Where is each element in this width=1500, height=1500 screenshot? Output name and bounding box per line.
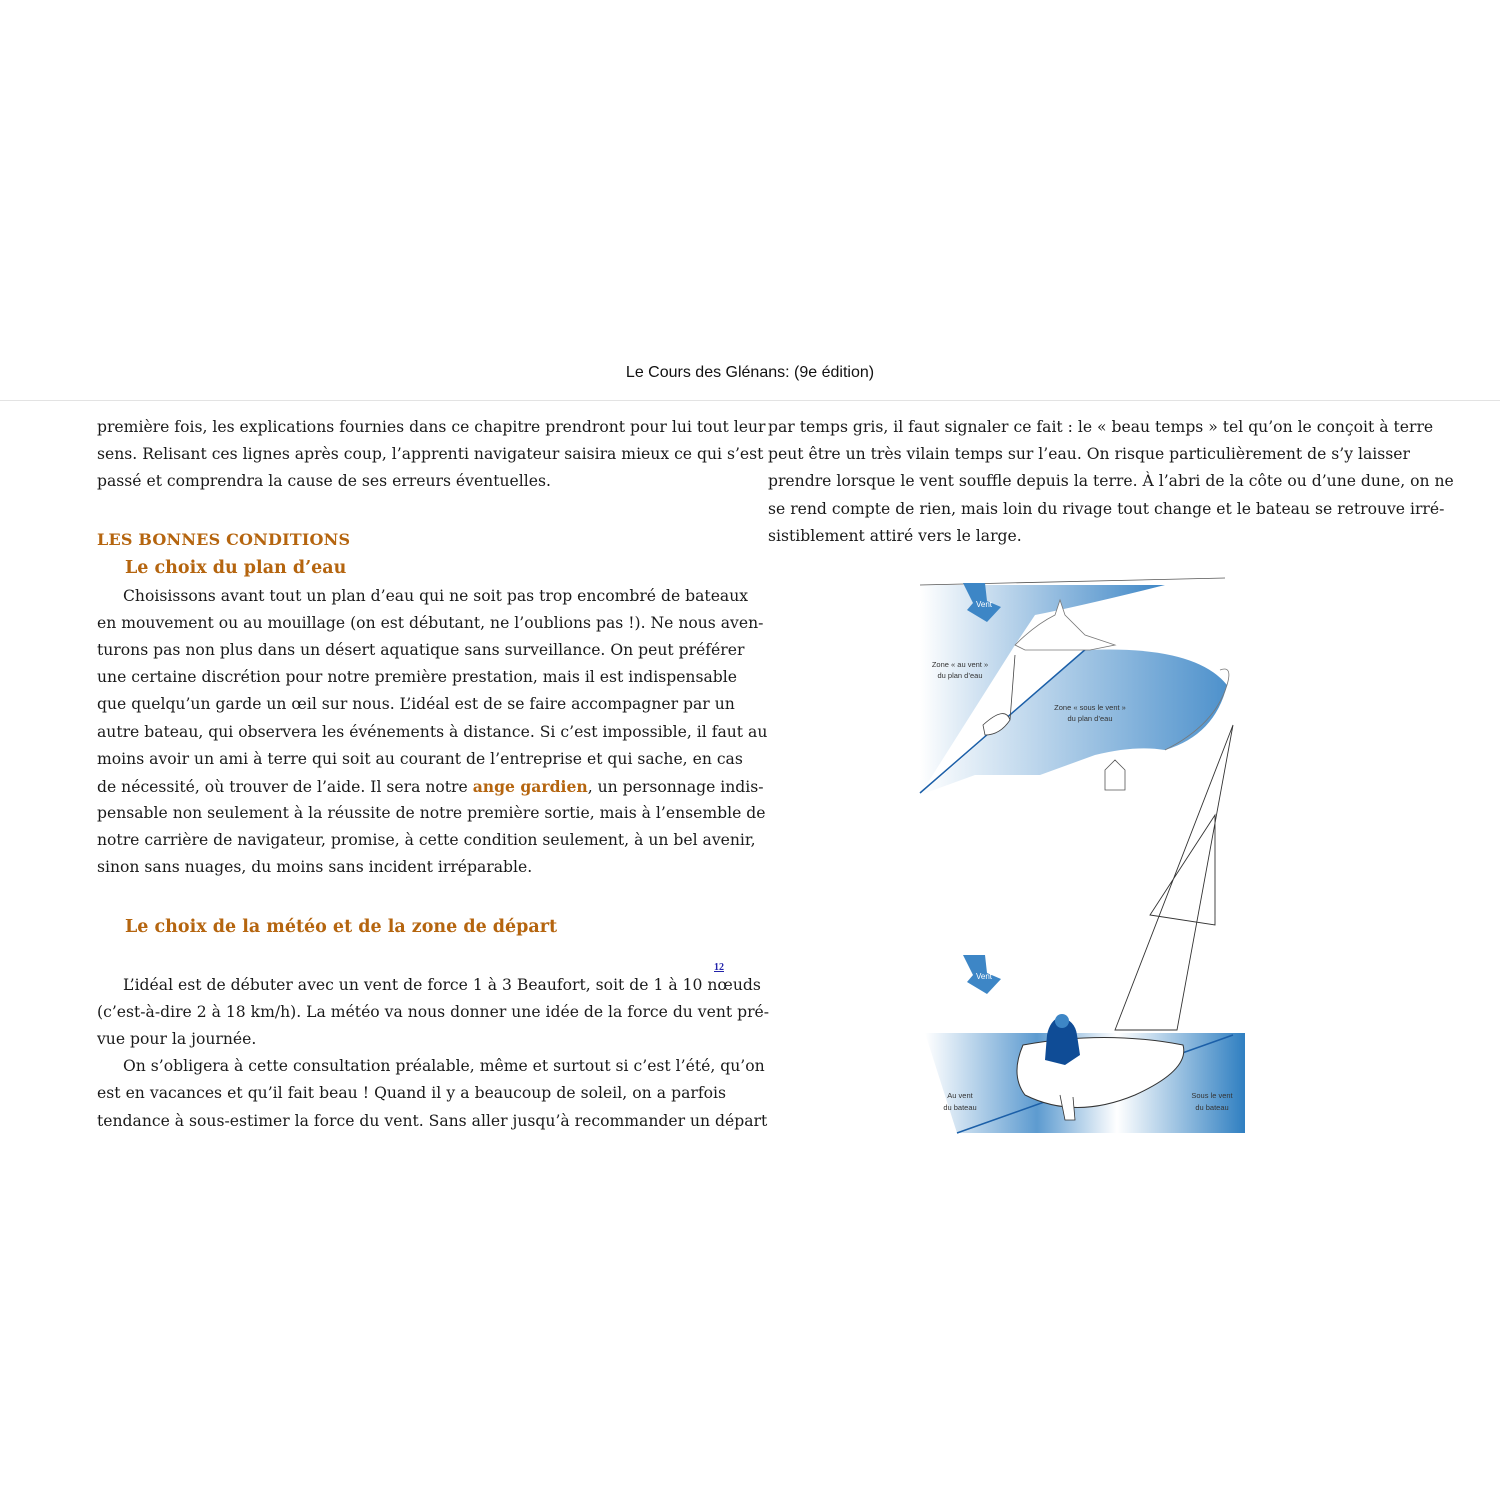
subsection-heading: Le choix du plan d’eau bbox=[125, 557, 347, 578]
text-line: (c’est-à-dire 2 à 18 km/h). La météo va nous donner une idée de la force du vent pré- bbox=[97, 1002, 770, 1021]
text-line: se rend compte de rien, mais loin du rivage tout change et le bateau se retrouve irré- bbox=[768, 499, 1445, 518]
sails bbox=[1115, 725, 1233, 1030]
wind-zones-illustration bbox=[915, 575, 1250, 1140]
book-title: Le Cours des Glénans: (9e édition) bbox=[625, 364, 875, 381]
text-line: vue pour la journée. bbox=[97, 1030, 257, 1048]
header-divider bbox=[0, 400, 1500, 401]
text-line: On s’obligera à cette consultation préalable, même et surtout si c’est l’été, qu’on bbox=[123, 1057, 765, 1076]
svg-text:du plan d’eau: du plan d’eau bbox=[1067, 714, 1113, 723]
left-column bbox=[97, 414, 770, 1135]
highlighted-term: ange gardien bbox=[472, 776, 588, 796]
text-segment: de nécessité, où trouver de l’aide. Il sera notre bbox=[97, 777, 473, 796]
text-line: autre bateau, qui observera les événements à distance. Si c’est impossible, il faut au bbox=[97, 722, 768, 741]
text-line: sistiblement attiré vers le large. bbox=[768, 526, 1022, 545]
section-heading: LES BONNES CONDITIONS bbox=[97, 529, 351, 549]
text-line: pensable non seulement à la réussite de notre première sortie, mais à l’ensemble de bbox=[97, 804, 766, 823]
svg-text:Zone « sous le vent »: Zone « sous le vent » bbox=[1054, 703, 1126, 712]
paragraph bbox=[97, 972, 770, 1054]
spacer bbox=[97, 496, 726, 526]
paragraph bbox=[97, 1053, 768, 1135]
page-number-link[interactable]: 12 bbox=[714, 962, 724, 973]
svg-text:Sous le vent: Sous le vent bbox=[1191, 1091, 1233, 1100]
paragraph bbox=[768, 414, 1454, 550]
subsection-heading: Le choix de la météo et de la zone de départ bbox=[125, 916, 558, 937]
text-line: une certaine discrétion pour notre première prestation, mais il est indispensable bbox=[97, 668, 737, 687]
svg-text:Vent: Vent bbox=[976, 972, 993, 981]
svg-text:du plan d’eau: du plan d’eau bbox=[937, 671, 983, 680]
text-line: peut être un très vilain temps sur l’eau. On risque particulièrement de s’y laisser bbox=[768, 445, 1410, 464]
svg-text:du bateau: du bateau bbox=[943, 1103, 977, 1112]
text-line: Choisissons avant tout un plan d’eau qui ne soit pas trop encombré de bateaux bbox=[123, 586, 749, 605]
text-line: turons pas non plus dans un désert aquatique sans surveillance. On peut préférer bbox=[97, 640, 745, 659]
text-line: que quelqu’un garde un œil sur nous. L’idéal est de se faire accompagner par un bbox=[97, 695, 735, 714]
text-line: première fois, les explications fournies dans ce chapitre prendront pour lui tout leur bbox=[97, 418, 766, 436]
svg-text:Au vent: Au vent bbox=[947, 1091, 973, 1100]
text-line: tendance à sous-estimer la force du vent. Sans aller jusqu’à recommander un départ bbox=[97, 1111, 768, 1130]
svg-text:Zone « au vent »: Zone « au vent » bbox=[931, 660, 989, 669]
text-line: par temps gris, il faut signaler ce fait : le « beau temps » tel qu’on le conçoit à terre bbox=[768, 418, 1434, 436]
spacer bbox=[97, 942, 726, 972]
text-line: en mouvement ou au mouillage (on est débutant, ne l’oublions pas !). Ne nous aven- bbox=[97, 613, 764, 632]
text-line bbox=[97, 773, 764, 800]
house bbox=[1105, 760, 1125, 790]
spacer bbox=[97, 882, 726, 912]
text-line: prendre lorsque le vent souffle depuis la terre. À l’abri de la côte ou d’une dune, on ne bbox=[768, 472, 1454, 491]
text-line: L’idéal est de débuter avec un vent de force 1 à 3 Beaufort, soit de 1 à 10 nœuds bbox=[123, 975, 761, 994]
text-line: sinon sans nuages, du moins sans incident irréparable. bbox=[97, 858, 533, 877]
text-line: sens. Relisant ces lignes après coup, l’apprenti navigateur saisira mieux ce qui s’est bbox=[97, 445, 764, 464]
text-line: est en vacances et qu’il fait beau ! Quand il y a beaucoup de soleil, on a parfois bbox=[97, 1084, 726, 1103]
paragraph bbox=[97, 414, 766, 496]
text-line: passé et comprendra la cause de ses erreurs éventuelles. bbox=[97, 472, 551, 491]
paragraph bbox=[97, 583, 768, 882]
svg-text:du bateau: du bateau bbox=[1195, 1103, 1229, 1112]
right-column bbox=[768, 414, 1454, 550]
text-segment: , un personnage indis- bbox=[587, 777, 764, 796]
text-line: notre carrière de navigateur, promise, à cette condition seulement, à un bel avenir, bbox=[97, 831, 756, 850]
svg-text:Vent: Vent bbox=[976, 600, 993, 609]
text-line: moins avoir un ami à terre qui soit au courant de l’entreprise et qui sache, en cas bbox=[97, 749, 743, 768]
